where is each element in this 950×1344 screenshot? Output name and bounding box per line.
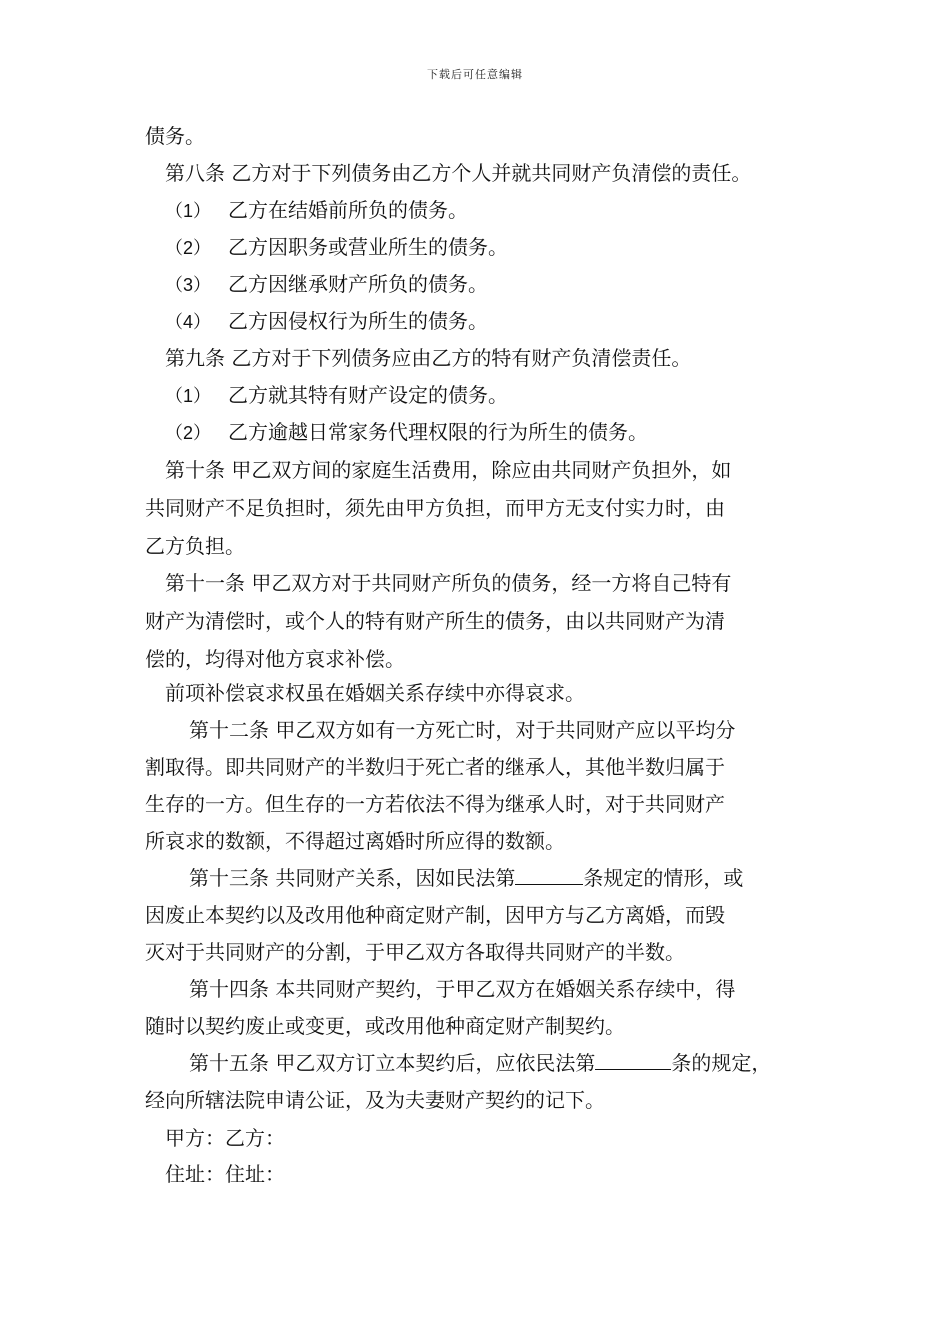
- article-9-heading: 第九条 乙方对于下列债务应由乙方的特有财产负清偿责任。: [165, 346, 692, 370]
- list-item: [165, 233, 508, 262]
- paragraph-line: 第十条 甲乙双方间的家庭生活费用，除应由共同财产负担外，如: [165, 458, 732, 482]
- paragraph-line: 生存的一方。但生存的一方若依法不得为继承人时，对于共同财产: [145, 792, 725, 816]
- paragraph-line: [189, 1049, 771, 1077]
- fill-in-blank: [595, 1049, 671, 1070]
- paragraph-line: 随时以契约废止或变更，或改用他种商定财产制契约。: [145, 1014, 625, 1038]
- item-number: （1）: [165, 386, 212, 406]
- line-text-after-blank: 条的规定，: [671, 1051, 772, 1075]
- list-item: [165, 196, 468, 225]
- item-number: （4）: [165, 312, 212, 332]
- item-number: （1）: [165, 201, 212, 221]
- item-number: （3）: [165, 275, 212, 295]
- address-line: 住址：住址：: [165, 1162, 285, 1186]
- paragraph-line: 财产为清偿时，或个人的特有财产所生的债务，由以共同财产为清: [145, 609, 725, 633]
- item-text: 乙方因侵权行为所生的债务。: [228, 309, 488, 333]
- article-8-heading: 第八条 乙方对于下列债务由乙方个人并就共同财产负清偿的责任。: [165, 161, 752, 185]
- item-number: （2）: [165, 423, 212, 443]
- line-text-before-blank: 第十三条 共同财产关系，因如民法第: [189, 866, 516, 890]
- list-item: [165, 381, 508, 410]
- item-text: 乙方就其特有财产设定的债务。: [228, 383, 508, 407]
- paragraph-line: 第十四条 本共同财产契约，于甲乙双方在婚姻关系存续中，得: [189, 977, 736, 1001]
- paragraph-line: 灭对于共同财产的分割，于甲乙双方各取得共同财产的半数。: [145, 940, 685, 964]
- item-number: （2）: [165, 238, 212, 258]
- item-text: 乙方因继承财产所负的债务。: [228, 272, 488, 296]
- paragraph-line: 割取得。即共同财产的半数归于死亡者的继承人，其他半数归属于: [145, 755, 725, 779]
- paragraph-line: [189, 864, 743, 892]
- list-item: [165, 307, 488, 336]
- paragraph-line: 乙方负担。: [145, 534, 245, 558]
- item-text: 乙方逾越日常家务代理权限的行为所生的债务。: [228, 420, 648, 444]
- text-line: 债务。: [145, 124, 205, 148]
- item-text: 乙方因职务或营业所生的债务。: [228, 235, 508, 259]
- paragraph-line: 经向所辖法院申请公证，及为夫妻财产契约的记下。: [145, 1088, 605, 1112]
- item-text: 乙方在结婚前所负的债务。: [228, 198, 468, 222]
- paragraph-line: 所哀求的数额，不得超过离婚时所应得的数额。: [145, 829, 565, 853]
- paragraph-line: 共同财产不足负担时，须先由甲方负担，而甲方无支付实力时，由: [145, 496, 725, 520]
- paragraph-line: 前项补偿哀求权虽在婚姻关系存续中亦得哀求。: [165, 681, 585, 705]
- fill-in-blank: [515, 864, 583, 885]
- line-text-after-blank: 条规定的情形，或: [583, 866, 744, 890]
- line-text-before-blank: 第十五条 甲乙双方订立本契约后，应依民法第: [189, 1051, 596, 1075]
- paragraph-line: 因废止本契约以及改用他种商定财产制，因甲方与乙方离婚，而毁: [145, 903, 725, 927]
- signature-party-line: 甲方：乙方：: [165, 1126, 285, 1150]
- paragraph-line: 偿的，均得对他方哀求补偿。: [145, 647, 405, 671]
- paragraph-line: 第十一条 甲乙双方对于共同财产所负的债务，经一方将自己特有: [165, 571, 732, 595]
- list-item: [165, 270, 488, 299]
- page-header: 下载后可任意编辑: [427, 68, 523, 81]
- list-item: [165, 418, 648, 447]
- paragraph-line: 第十二条 甲乙双方如有一方死亡时，对于共同财产应以平均分: [189, 718, 736, 742]
